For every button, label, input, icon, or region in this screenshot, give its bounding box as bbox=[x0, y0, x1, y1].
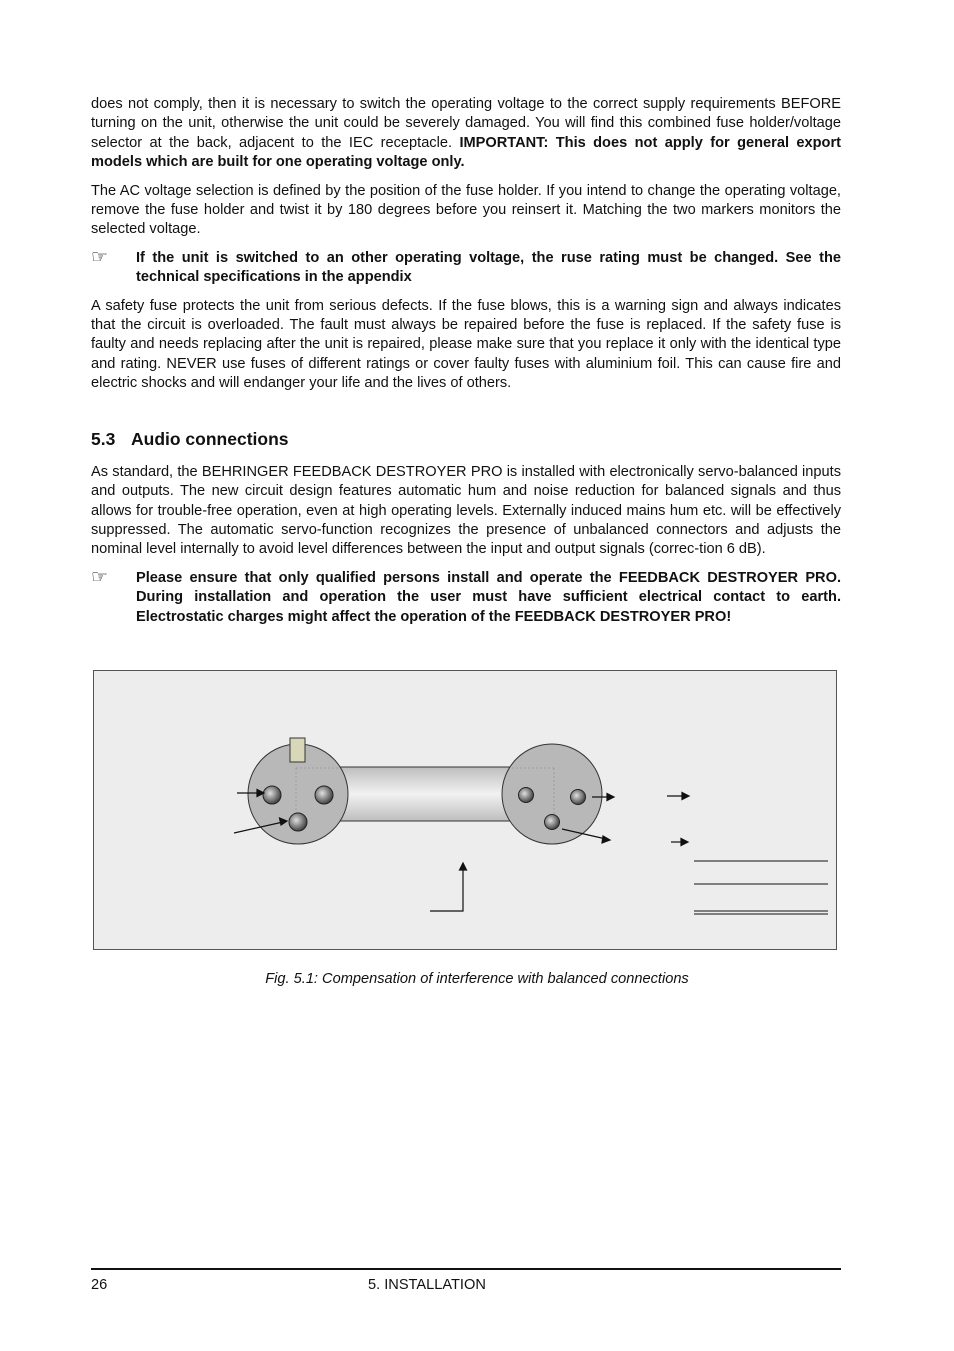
pin-left-2 bbox=[315, 786, 333, 804]
important-text: IMPORTANT: This does not apply for general export models which are built for one operating voltage only. bbox=[91, 134, 842, 171]
figure-caption: Fig. 5.1: Compensation of interference with balanced connections bbox=[265, 971, 689, 987]
note-text: Please ensure that only qualified persons install and operate the FEEDBACK DESTROYER PRO. During installation and operation the user must have sufficient electrical contact to earth. Electrostatic charges might affect the operation of the FEEDBACK DESTROYER PRO! bbox=[136, 569, 841, 625]
pin-left-3 bbox=[289, 813, 307, 831]
paragraph-voltage-selection: The AC voltage selection is defined by the position of the fuse holder. If you intend to change the operating voltage, remove the fuse holder and twist it by 180 degrees before you reinsert it. Matching the two markers monitors the selected voltage. bbox=[91, 182, 841, 238]
section-heading bbox=[91, 428, 841, 450]
footer-chapter: 5. INSTALLATION bbox=[368, 1277, 486, 1293]
section-number: 5.3 bbox=[91, 428, 116, 449]
paragraph-safety-fuse: A safety fuse protects the unit from serious defects. If the fuse blows, this is a warning sign and always indicates that the circuit is overloaded. The fault must always be repaired before the fuse is replaced. If the safety fuse is faulty and needs replacing after the unit is repaired, please make sure that you replace it only with the identical type and rating. NEVER use fuses of different ratings or cover faulty fuses with aluminium foil. This can cause fire and electric shocks and will endanger your life and the lives of others. bbox=[91, 297, 841, 392]
cable-body bbox=[324, 767, 524, 821]
footer-rule bbox=[91, 1268, 841, 1270]
note-fuse-rating bbox=[91, 246, 841, 288]
pointing-hand-icon: ☞ bbox=[91, 246, 109, 268]
paragraph-voltage-warning bbox=[91, 95, 841, 173]
connector-latch bbox=[290, 738, 305, 762]
note-text: If the unit is switched to an other operating voltage, the ruse rating must be changed. See the technical specifications in the appendix bbox=[136, 249, 841, 286]
pin-left-1 bbox=[263, 786, 281, 804]
pin-right-2 bbox=[571, 790, 586, 805]
pin-right-1 bbox=[519, 788, 534, 803]
xlr-cable-diagram bbox=[94, 671, 838, 951]
page-number: 26 bbox=[91, 1277, 108, 1293]
section-title: Audio connections bbox=[131, 428, 289, 449]
pointing-hand-icon: ☞ bbox=[91, 566, 109, 588]
page-body bbox=[91, 95, 841, 627]
paragraph-audio-connections: As standard, the BEHRINGER FEEDBACK DESTROYER PRO is installed with electronically servo-balanced inputs and outputs. The new circuit design features automatic hum and noise reduction for balanced signals and thus allows for trouble-free operation, even at high operating levels. Externally induced mains hum etc. will be effectively suppressed. The automatic servo-function recognizes the presence of unbalanced connectors and adjusts the nominal level internally to avoid level differences between the input and output signals (correc-tion 6 dB). bbox=[91, 463, 841, 558]
figure-balanced-connections bbox=[93, 670, 837, 950]
paragraph-text: does not comply, then it is necessary to switch the operating voltage to the correct supply requirements BEFORE turning on the unit, otherwise the unit could be severely damaged. You will find this combined fuse holder/voltage selector at the back, adjacent to the IEC receptacle. bbox=[91, 96, 841, 151]
note-qualified-persons bbox=[91, 566, 841, 627]
pin-right-3 bbox=[545, 815, 560, 830]
